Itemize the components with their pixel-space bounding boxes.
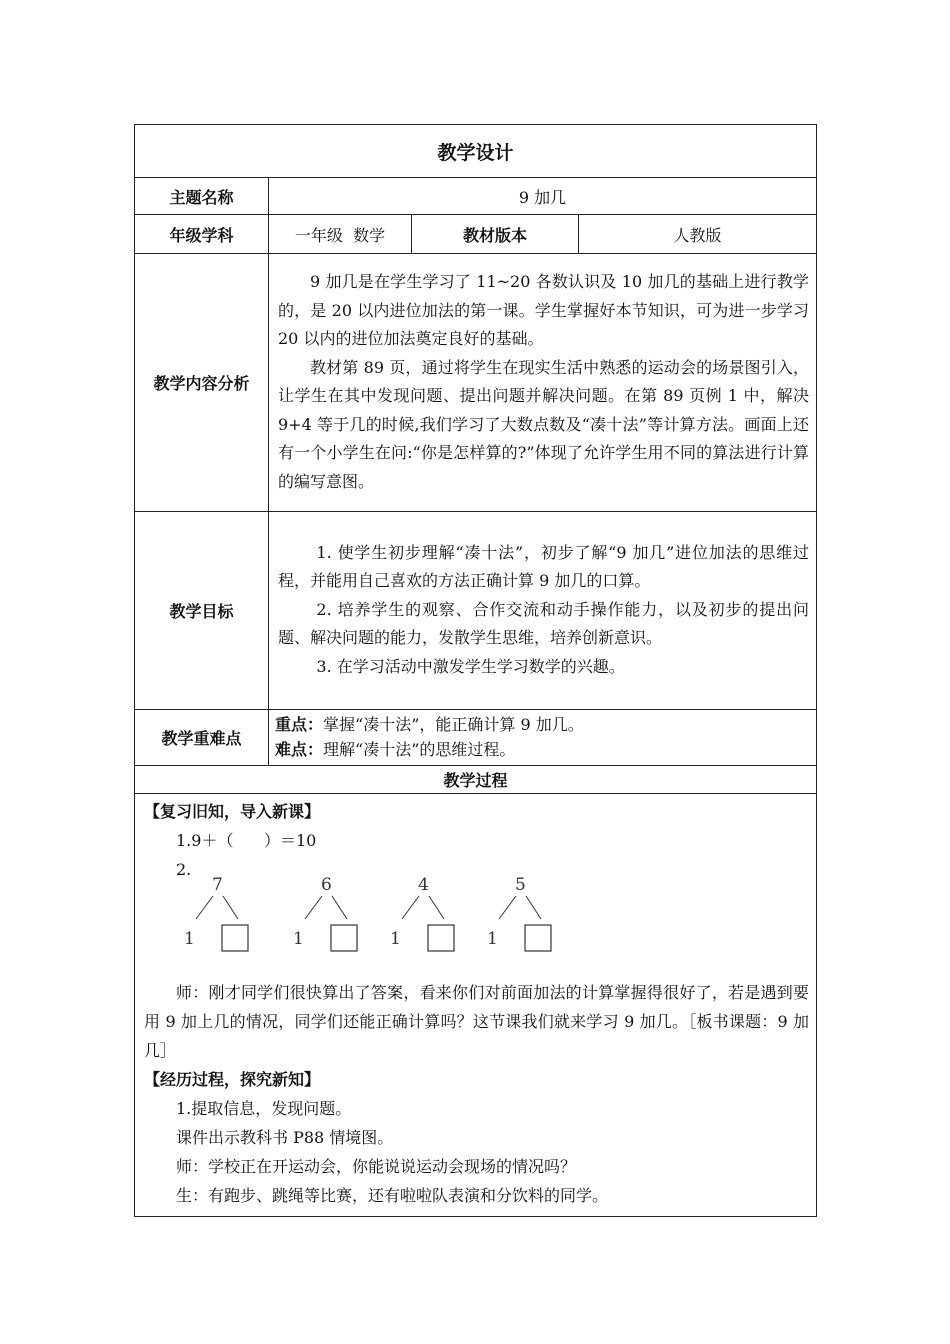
content-analysis-label: 教学内容分析 bbox=[135, 254, 269, 512]
goal-item: 3. 在学习活动中激发学生学习数学的兴趣。 bbox=[316, 656, 625, 676]
goal-item: 2. 培养学生的观察、合作交流和动手操作能力，以及初步的提出问题、解决问题的能力，发散学生思维，培养创新意识。 bbox=[278, 599, 810, 648]
step-1-description: 课件出示教科书 P88 情境图。 bbox=[176, 1128, 394, 1147]
edition-label: 教材版本 bbox=[412, 215, 579, 254]
process-body bbox=[135, 794, 817, 1217]
process-title: 教学过程 bbox=[135, 766, 817, 794]
key-difficult-label: 教学重难点 bbox=[135, 710, 269, 766]
content-paragraph: 教材第 89 页，通过将学生在现实生活中熟悉的运动会的场景图引入，让学生在其中发现问题、提出问题并解决问题。在第 89 页例 1 中，解决 9+4 等于几的时候,我们学习了大数点数及“凑十法”等计算方法。画面上还有一个小学生在问:“你是怎样算的?”体现了允许学生用不同的算法进行计算的编写意图。 bbox=[278, 357, 810, 491]
grade-label: 年级学科 bbox=[135, 215, 269, 254]
key-point-line bbox=[275, 712, 809, 737]
answer-box bbox=[428, 925, 454, 951]
difficult-point-label: 难点： bbox=[275, 740, 324, 759]
answer-box bbox=[331, 925, 357, 951]
step-1: 1.提取信息，发现问题。 bbox=[176, 1099, 352, 1118]
goals-body bbox=[269, 512, 817, 710]
content-analysis-body bbox=[269, 254, 817, 512]
answer-box bbox=[525, 925, 551, 951]
key-point-text: 掌握“凑十法”，能正确计算 9 加几。 bbox=[323, 715, 584, 734]
student-line-1: 生：有跑步、跳绳等比赛，还有啦啦队表演和分饮料的同学。 bbox=[176, 1186, 609, 1205]
key-point-label: 重点： bbox=[275, 715, 324, 734]
teacher-line-1: 师：刚才同学们很快算出了答案，看来你们对前面加法的计算掌握得很好了，若是遇到要用 9 加上几的情况，同学们还能正确计算吗？这节课我们就来学习 9 加几。［板书课题：9 加几］ bbox=[144, 983, 810, 1060]
difficult-point-text: 理解“凑十法”的思维过程。 bbox=[323, 740, 516, 759]
answer-box bbox=[222, 925, 248, 951]
number-tree bbox=[293, 875, 357, 951]
number-trees-figure bbox=[184, 872, 584, 962]
tree-left-number: 1 bbox=[184, 929, 195, 949]
tree-left-number: 1 bbox=[487, 929, 498, 949]
topic-value: 9 加几 bbox=[269, 178, 817, 215]
section-review-heading: 【复习旧知，导入新课】 bbox=[144, 802, 321, 821]
tree-top-number: 7 bbox=[212, 875, 223, 895]
lesson-plan-table bbox=[134, 124, 817, 1217]
number-trees bbox=[144, 872, 809, 964]
number-tree bbox=[184, 875, 248, 951]
key-difficult-body bbox=[269, 710, 817, 766]
topic-label: 主题名称 bbox=[135, 178, 269, 215]
document-title: 教学设计 bbox=[135, 125, 817, 178]
goal-item: 1. 使学生初步理解“凑十法”，初步了解“9 加几”进位加法的思维过程，并能用自己喜欢的方法正确计算 9 加几的口算。 bbox=[278, 542, 810, 591]
tree-left-number: 1 bbox=[293, 929, 304, 949]
content-paragraph: 9 加几是在学生学习了 11~20 各数认识及 10 加几的基础上进行教学的，是 20 以内进位加法的第一课。学生掌握好本节知识，可为进一步学习 20 以内的进位加法奠定良好的基础。 bbox=[278, 272, 810, 348]
number-tree bbox=[390, 875, 454, 951]
difficult-point-line bbox=[275, 737, 809, 762]
grade-value: 一年级 数学 bbox=[269, 215, 412, 254]
question-2: 2. bbox=[176, 860, 192, 879]
number-tree bbox=[487, 875, 551, 951]
goals-label: 教学目标 bbox=[135, 512, 269, 710]
edition-value: 人教版 bbox=[579, 215, 817, 254]
tree-top-number: 5 bbox=[515, 875, 526, 895]
tree-top-number: 4 bbox=[418, 875, 429, 895]
tree-top-number: 6 bbox=[321, 875, 332, 895]
teacher-line-2: 师：学校正在开运动会，你能说说运动会现场的情况吗？ bbox=[176, 1157, 577, 1176]
tree-left-number: 1 bbox=[390, 929, 401, 949]
section-explore-heading: 【经历过程，探究新知】 bbox=[144, 1070, 321, 1089]
question-1: 1.9＋（ ）＝10 bbox=[176, 831, 317, 850]
